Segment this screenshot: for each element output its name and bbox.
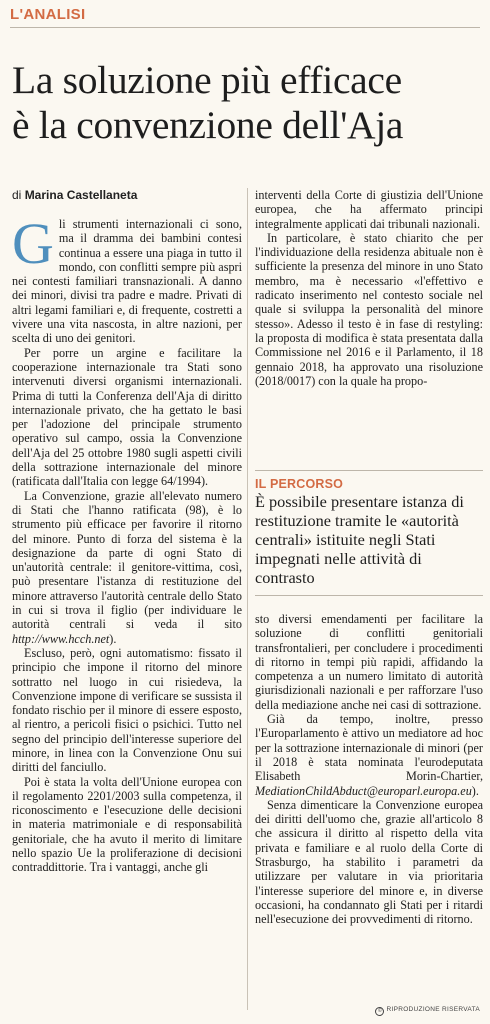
- mediation-email-link[interactable]: MediationChildAbduct@europarl.europa.eu: [255, 783, 472, 798]
- paragraph-1: Gli strumenti internazionali ci sono, ma il dramma dei bambini contesi continua a essere una piaga in tutto il mondo, con conflitti sempre più aspri nei contesti familiari transnazionali. A danno dei minori, divisi tra padre e madre. Privati di altri legami familiari e, di frequente, costretti a vivere una vita nascosta, in altre nazioni, per scelta di uno dei genitori.: [12, 211, 242, 346]
- headline-line-1: La soluzione più efficace: [12, 58, 402, 102]
- paragraph-4: Escluso, però, ogni automatismo: fissato il principio che impone il ritorno del minore sottratto nel luogo in cui risiedeva, la Convenzione impone di verificare se sussista il fondato rischio per il minore di essere esposto, al rientro, a pericoli fisici o psichici. Tutto nel segno del principio dell'interesse superiore del minore, in linea con la Convenzione Onu sui diritti del fanciullo.: [12, 645, 242, 775]
- sidebar-text: È possibile presentare istanza di restituzione tramite le «autorità centrali» istituite negli Stati impegnati nelle attività di contrasto: [255, 492, 464, 587]
- copyright-notice: © RIPRODUZIONE RISERVATA: [375, 1006, 480, 1016]
- paragraph-10: Senza dimenticare la Convenzione europea dei diritti dell'uomo che, grazie all'articolo 8 che assicura il diritto al rispetto della vita privata e familiare e al ruolo della Corte di Strasburgo, ha stabilito i parametri da utilizzare per valutare in via prioritaria l'interesse superiore del minore e, in diverse occasioni, ha condannato gli Stati per i ritardi nell'esecuzione dei provvedimenti di ritorno.: [255, 797, 483, 927]
- article-column-right-top: [255, 188, 483, 388]
- byline: [12, 188, 137, 202]
- sidebar-rule: [255, 470, 483, 471]
- hcch-link[interactable]: http://www.hcch.net: [12, 631, 110, 646]
- paragraph-9: Già da tempo, inoltre, presso l'Europarlamento è attivo un mediatore ad hoc per la sottrazione internazionale di minori (per il 2018 è stata nominata l'eurodeputata Elisabeth Morin-Chartier, MediationChildAbduct@europarl.europa.eu).: [255, 712, 483, 798]
- byline-prefix: di: [12, 188, 22, 202]
- drop-cap: G: [12, 211, 54, 276]
- article-column-right-bottom: [255, 612, 483, 927]
- headline-line-2: è la convenzione dell'Aja: [12, 103, 404, 147]
- paragraph-5: Poi è stata la volta dell'Unione europea con il regolamento 2201/2003 sulla competenza, il riconoscimento e l'esecuzione delle decisioni in materia matrimoniale e di responsabilità genitoriale, che ha avuto il merito di limitare nello spazio Ue la proliferazione di decisioni contraddittorie. Tra i vantaggi, anche gli: [12, 774, 242, 875]
- headline: [12, 58, 482, 148]
- paragraph-2: Per porre un argine e facilitare la cooperazione internazionale tra Stati sono intervenuti diversi organismi internazionali. Prima di tutti la Conferenza dell'Aja di diritto internazionale privato, che ha gettato le basi per l'adozione del principale strumento operativo sul campo, ossia la Convenzione dell'Aja del 25 ottobre 1980 sugli aspetti civili della sottrazione internazionale del minore (ratificata dall'Italia con legge 64/1994).: [12, 345, 242, 489]
- sidebar-box: [255, 470, 483, 587]
- sidebar-bottom-rule: [255, 595, 483, 596]
- author-name: Marina Castellaneta: [24, 188, 138, 202]
- paragraph-8: sto diversi emendamenti per facilitare la soluzione di conflitti genitoriali transfrontalieri, per concludere i procedimenti di ritorno in tempi più rapidi, affidando la competenza a un numero limitato di autorità giurisdizionali nazionali e per rafforzare l'uso della mediazione anche nei casi di sottrazione.: [255, 612, 483, 712]
- paragraph-6: interventi della Corte di giustizia dell'Unione europea, che ha affermato principi integralmente applicati dai tribunali nazionali.: [255, 188, 483, 231]
- copyright-icon: ©: [375, 1007, 384, 1016]
- section-label: L'ANALISI: [10, 6, 86, 23]
- column-divider: [247, 188, 248, 1010]
- paragraph-3: La Convenzione, grazie all'elevato numero di Stati che l'hanno ratificata (98), è lo strumento più efficace per favorire il ritorno del minore. Punto di forza del sistema è la designazione da parte di ogni Stato di un'autorità centrale: il genitore-vittima, così, può presentare l'istanza di restituzione del minore attraverso l'autorità centrale dello Stato in cui si trova il figlio (per individuare le autorità centrali si veda il sito http://www.hcch.net).: [12, 488, 242, 646]
- paragraph-7: In particolare, è stato chiarito che per l'individuazione della residenza abituale non è sufficiente la presenza del minore in uno Stato membro, ma è necessario «l'effettivo e radicato inserimento nel contesto sociale nel quale si sviluppa la personalità del minore stesso». Adesso il testo è in fase di restyling: la proposta di modifica è stata presentata dalla Commissione nel 2016 e il Parlamento, il 18 gennaio 2018, ha approvato una risoluzione (2018/0017) con la quale ha propo-: [255, 230, 483, 388]
- article-column-left: [12, 211, 242, 875]
- sidebar-label: IL PERCORSO: [255, 477, 344, 491]
- top-divider: [10, 27, 480, 28]
